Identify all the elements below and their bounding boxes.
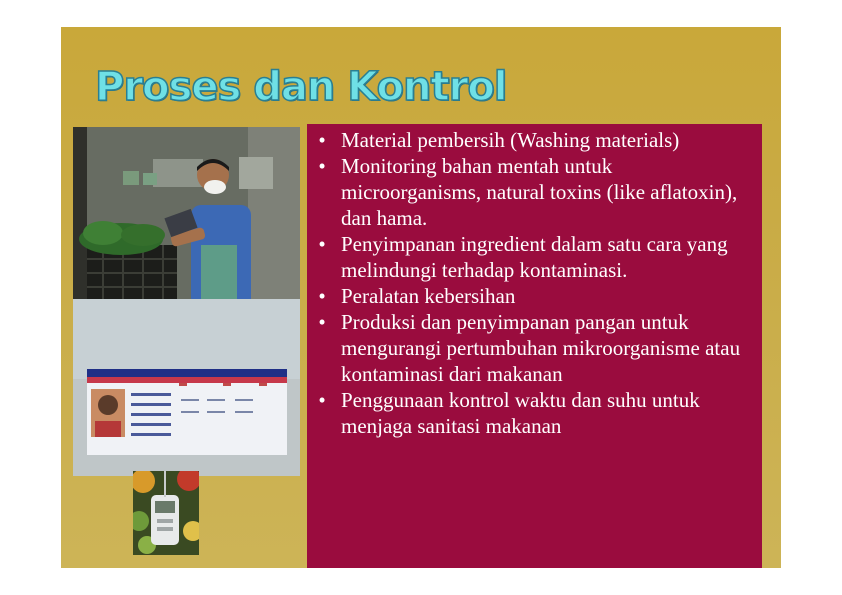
bullet-item [315,283,755,309]
slide [61,27,781,568]
bullet-item [315,153,755,231]
bullet-text: Peralatan kebersihan [341,284,516,308]
control-board-illustration [73,299,300,476]
bullet-item [315,231,755,283]
photo-worker-inspection [73,127,300,313]
slide-title: Proses dan Kontrol [95,64,507,110]
bullet-list [315,127,755,439]
bullet-text: Monitoring bahan mentah untuk microorganisms, natural toxins (like aflatoxin), dan hama. [341,154,738,230]
bullet-text: Produksi dan penyimpanan pangan untuk mengurangi pertumbuhan mikroorganisme atau kontaminasi dari makanan [341,310,741,386]
worker-inspection-illustration [73,127,300,313]
bullet-item [315,127,755,153]
bullet-marker: • [318,284,326,308]
bullet-text: Material pembersih (Washing materials) [341,128,680,152]
bullet-marker: • [318,128,326,152]
bullet-marker: • [318,388,326,412]
bullet-marker: • [318,232,326,256]
bullet-text: Penggunaan kontrol waktu dan suhu untuk menjaga sanitasi makanan [341,388,700,438]
bullet-item [315,309,755,387]
bullet-marker: • [318,154,326,178]
photo-control-board [73,299,300,476]
content-panel [307,124,762,568]
bullet-item [315,387,755,439]
bullet-marker: • [318,310,326,334]
photo-thermometer [133,471,199,555]
bullet-text: Penyimpanan ingredient dalam satu cara yang melindungi terhadap kontaminasi. [341,232,728,282]
thermometer-fruit-illustration [133,471,199,555]
